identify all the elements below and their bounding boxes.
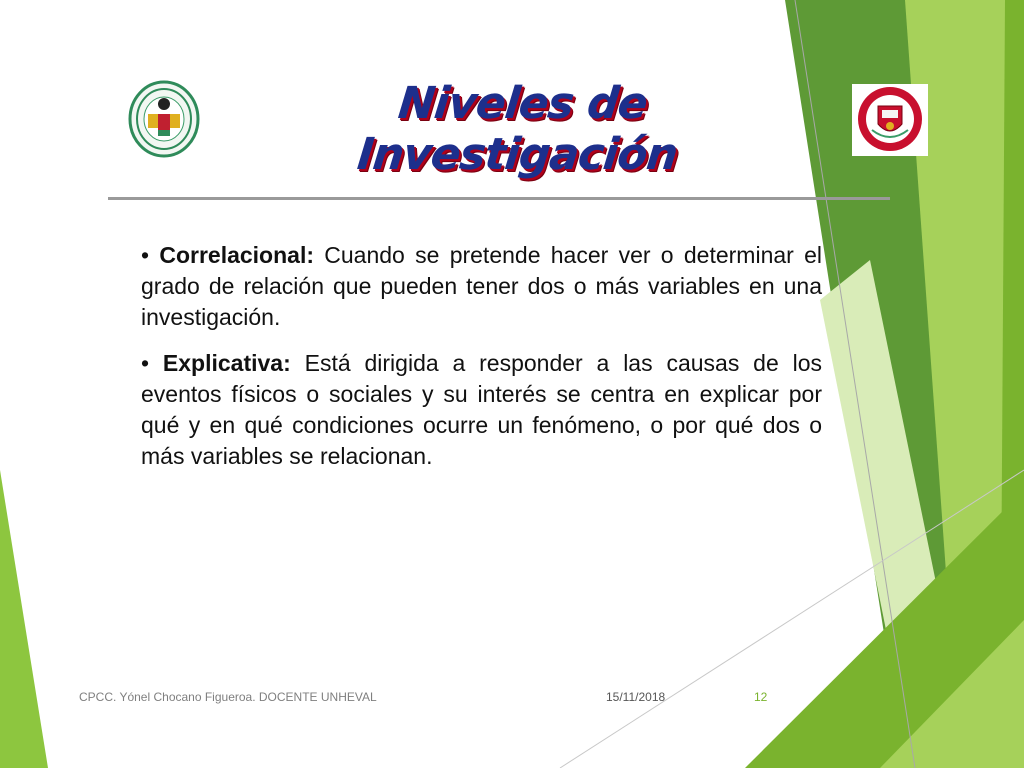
footer-author: CPCC. Yónel Chocano Figueroa. DOCENTE UNHEVAL [79,690,377,704]
university-seal-icon [128,80,200,158]
left-green-sliver [0,470,48,768]
bullet-text: Está dirigida a responder a las causas de los eventos físicos o sociales y su interés se centra en explicar por qué y en qué condiciones ocurre un fenómeno, o por qué dos o más variables se relacionan. [141,350,823,469]
bullet-marker: • [141,242,150,268]
title-divider [108,197,890,200]
bullet-term: Explicativa: [162,350,291,376]
footer-page-number: 12 [754,690,768,704]
slide-body [141,240,822,487]
slide-title: Niveles de Investigación [354,78,680,180]
bullet-marker: • [141,350,150,376]
bullet-term: Correlacional: [159,242,314,268]
bullet-text: Cuando se pretende hacer ver o determinar el grado de relación que pueden tener dos o más variables en una investigación. [141,242,822,330]
bullet-explicativa [141,348,822,472]
bullet-correlacional [141,240,822,333]
faculty-shield-icon [852,84,928,156]
footer-date: 15/11/2018 [606,690,666,704]
